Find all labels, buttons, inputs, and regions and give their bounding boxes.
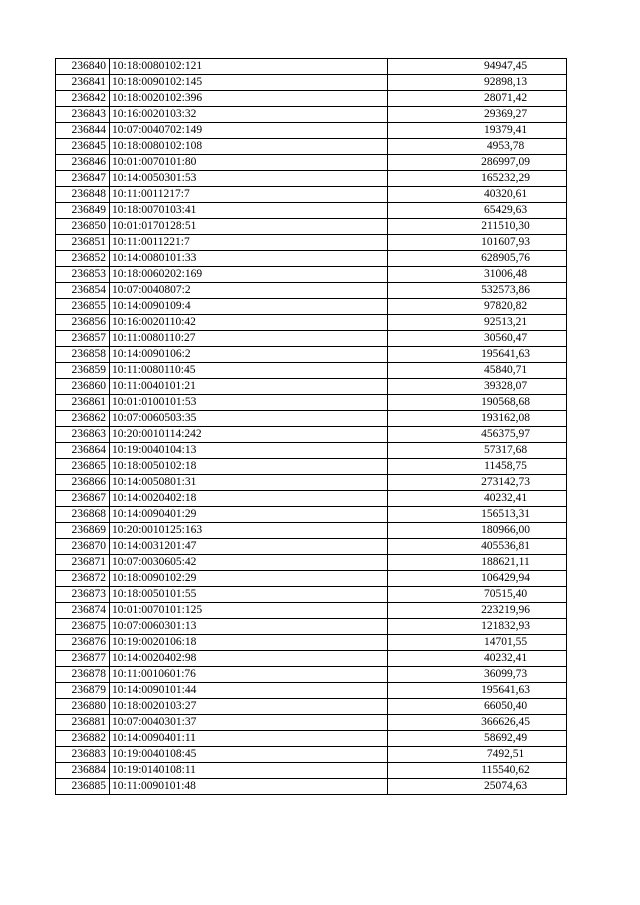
cadastral-number-cell: 10:19:0140108:11 <box>110 763 388 779</box>
table-row <box>56 731 567 747</box>
row-number-cell: 236851 <box>56 235 110 251</box>
cadastral-number-cell: 10:11:0011217:7 <box>110 187 388 203</box>
value-cell: 40320,61 <box>388 187 567 203</box>
cadastral-number-cell: 10:01:0100101:53 <box>110 395 388 411</box>
value-cell: 532573,86 <box>388 283 567 299</box>
table-row <box>56 459 567 475</box>
value-cell: 193162,08 <box>388 411 567 427</box>
row-number-cell: 236867 <box>56 491 110 507</box>
row-number-cell: 236869 <box>56 523 110 539</box>
cadastral-number-cell: 10:07:0030605:42 <box>110 555 388 571</box>
value-cell: 92898,13 <box>388 75 567 91</box>
row-number-cell: 236878 <box>56 667 110 683</box>
value-cell: 195641,63 <box>388 683 567 699</box>
cadastral-number-cell: 10:19:0020106:18 <box>110 635 388 651</box>
cadastral-number-cell: 10:16:0020103:32 <box>110 107 388 123</box>
value-cell: 40232,41 <box>388 651 567 667</box>
table-row <box>56 283 567 299</box>
cadastral-number-cell: 10:14:0090106:2 <box>110 347 388 363</box>
cadastral-number-cell: 10:14:0090109:4 <box>110 299 388 315</box>
table-row <box>56 667 567 683</box>
value-cell: 29369,27 <box>388 107 567 123</box>
row-number-cell: 236871 <box>56 555 110 571</box>
cadastral-number-cell: 10:11:0080110:45 <box>110 363 388 379</box>
row-number-cell: 236870 <box>56 539 110 555</box>
table-row <box>56 91 567 107</box>
table-row <box>56 59 567 75</box>
row-number-cell: 236854 <box>56 283 110 299</box>
table-row <box>56 411 567 427</box>
row-number-cell: 236865 <box>56 459 110 475</box>
table-row <box>56 251 567 267</box>
row-number-cell: 236880 <box>56 699 110 715</box>
table-row <box>56 427 567 443</box>
cadastral-number-cell: 10:18:0020103:27 <box>110 699 388 715</box>
value-cell: 211510,30 <box>388 219 567 235</box>
table-row <box>56 267 567 283</box>
table-row <box>56 779 567 795</box>
table-body <box>56 59 567 795</box>
table-row <box>56 347 567 363</box>
table-row <box>56 475 567 491</box>
cadastral-number-cell: 10:18:0050102:18 <box>110 459 388 475</box>
table-row <box>56 155 567 171</box>
table-row <box>56 571 567 587</box>
value-cell: 273142,73 <box>388 475 567 491</box>
table-row <box>56 235 567 251</box>
table-row <box>56 699 567 715</box>
value-cell: 65429,63 <box>388 203 567 219</box>
value-cell: 195641,63 <box>388 347 567 363</box>
table-row <box>56 123 567 139</box>
row-number-cell: 236885 <box>56 779 110 795</box>
table-row <box>56 763 567 779</box>
row-number-cell: 236842 <box>56 91 110 107</box>
cadastral-number-cell: 10:01:0170128:51 <box>110 219 388 235</box>
row-number-cell: 236860 <box>56 379 110 395</box>
row-number-cell: 236876 <box>56 635 110 651</box>
value-cell: 97820,82 <box>388 299 567 315</box>
row-number-cell: 236866 <box>56 475 110 491</box>
row-number-cell: 236884 <box>56 763 110 779</box>
row-number-cell: 236883 <box>56 747 110 763</box>
value-cell: 58692,49 <box>388 731 567 747</box>
value-cell: 7492,51 <box>388 747 567 763</box>
value-cell: 4953,78 <box>388 139 567 155</box>
value-cell: 66050,40 <box>388 699 567 715</box>
value-cell: 223219,96 <box>388 603 567 619</box>
table-row <box>56 683 567 699</box>
value-cell: 30560,47 <box>388 331 567 347</box>
table-row <box>56 507 567 523</box>
row-number-cell: 236862 <box>56 411 110 427</box>
table-row <box>56 715 567 731</box>
cadastral-number-cell: 10:14:0020402:98 <box>110 651 388 667</box>
cadastral-number-cell: 10:07:0040301:37 <box>110 715 388 731</box>
row-number-cell: 236879 <box>56 683 110 699</box>
cadastral-number-cell: 10:01:0070101:80 <box>110 155 388 171</box>
row-number-cell: 236864 <box>56 443 110 459</box>
table-row <box>56 139 567 155</box>
row-number-cell: 236873 <box>56 587 110 603</box>
cadastral-number-cell: 10:11:0080110:27 <box>110 331 388 347</box>
table-row <box>56 523 567 539</box>
table-row <box>56 219 567 235</box>
cadastral-number-cell: 10:19:0040108:45 <box>110 747 388 763</box>
cadastral-number-cell: 10:14:0090101:44 <box>110 683 388 699</box>
row-number-cell: 236872 <box>56 571 110 587</box>
cadastral-number-cell: 10:14:0050301:53 <box>110 171 388 187</box>
value-cell: 101607,93 <box>388 235 567 251</box>
value-cell: 165232,29 <box>388 171 567 187</box>
table-row <box>56 747 567 763</box>
cadastral-number-cell: 10:18:0090102:29 <box>110 571 388 587</box>
row-number-cell: 236847 <box>56 171 110 187</box>
table-row <box>56 587 567 603</box>
cadastral-number-cell: 10:14:0090401:11 <box>110 731 388 747</box>
table-row <box>56 603 567 619</box>
value-cell: 115540,62 <box>388 763 567 779</box>
table-row <box>56 491 567 507</box>
row-number-cell: 236844 <box>56 123 110 139</box>
cadastral-number-cell: 10:18:0080102:108 <box>110 139 388 155</box>
cadastral-number-cell: 10:07:0060503:35 <box>110 411 388 427</box>
table-row <box>56 443 567 459</box>
value-cell: 190568,68 <box>388 395 567 411</box>
cadastral-number-cell: 10:18:0050101:55 <box>110 587 388 603</box>
row-number-cell: 236848 <box>56 187 110 203</box>
table-row <box>56 315 567 331</box>
value-cell: 14701,55 <box>388 635 567 651</box>
cadastral-number-cell: 10:14:0031201:47 <box>110 539 388 555</box>
value-cell: 19379,41 <box>388 123 567 139</box>
value-cell: 92513,21 <box>388 315 567 331</box>
cadastral-number-cell: 10:07:0060301:13 <box>110 619 388 635</box>
row-number-cell: 236859 <box>56 363 110 379</box>
row-number-cell: 236850 <box>56 219 110 235</box>
value-cell: 366626,45 <box>388 715 567 731</box>
cadastral-number-cell: 10:20:0010114:242 <box>110 427 388 443</box>
cadastral-number-cell: 10:14:0020402:18 <box>110 491 388 507</box>
cadastral-number-cell: 10:18:0020102:396 <box>110 91 388 107</box>
row-number-cell: 236874 <box>56 603 110 619</box>
row-number-cell: 236858 <box>56 347 110 363</box>
cadastral-number-cell: 10:20:0010125:163 <box>110 523 388 539</box>
cadastral-number-cell: 10:14:0050801:31 <box>110 475 388 491</box>
cadastral-number-cell: 10:11:0040101:21 <box>110 379 388 395</box>
table-row <box>56 539 567 555</box>
row-number-cell: 236843 <box>56 107 110 123</box>
row-number-cell: 236863 <box>56 427 110 443</box>
value-cell: 40232,41 <box>388 491 567 507</box>
value-cell: 456375,97 <box>388 427 567 443</box>
value-cell: 25074,63 <box>388 779 567 795</box>
row-number-cell: 236861 <box>56 395 110 411</box>
data-table <box>55 58 567 795</box>
table-row <box>56 299 567 315</box>
cadastral-number-cell: 10:14:0080101:33 <box>110 251 388 267</box>
table-row <box>56 187 567 203</box>
cadastral-number-cell: 10:18:0080102:121 <box>110 59 388 75</box>
row-number-cell: 236849 <box>56 203 110 219</box>
value-cell: 31006,48 <box>388 267 567 283</box>
row-number-cell: 236882 <box>56 731 110 747</box>
value-cell: 94947,45 <box>388 59 567 75</box>
cadastral-number-cell: 10:18:0070103:41 <box>110 203 388 219</box>
table-row <box>56 379 567 395</box>
value-cell: 11458,75 <box>388 459 567 475</box>
cadastral-number-cell: 10:14:0090401:29 <box>110 507 388 523</box>
cadastral-number-cell: 10:19:0040104:13 <box>110 443 388 459</box>
cadastral-number-cell: 10:18:0060202:169 <box>110 267 388 283</box>
table-row <box>56 555 567 571</box>
value-cell: 188621,11 <box>388 555 567 571</box>
value-cell: 180966,00 <box>388 523 567 539</box>
table-row <box>56 171 567 187</box>
value-cell: 286997,09 <box>388 155 567 171</box>
value-cell: 28071,42 <box>388 91 567 107</box>
value-cell: 156513,31 <box>388 507 567 523</box>
table-row <box>56 107 567 123</box>
row-number-cell: 236877 <box>56 651 110 667</box>
value-cell: 405536,81 <box>388 539 567 555</box>
row-number-cell: 236881 <box>56 715 110 731</box>
row-number-cell: 236875 <box>56 619 110 635</box>
cadastral-number-cell: 10:11:0090101:48 <box>110 779 388 795</box>
table-row <box>56 363 567 379</box>
value-cell: 57317,68 <box>388 443 567 459</box>
row-number-cell: 236840 <box>56 59 110 75</box>
value-cell: 36099,73 <box>388 667 567 683</box>
value-cell: 45840,71 <box>388 363 567 379</box>
row-number-cell: 236853 <box>56 267 110 283</box>
cadastral-number-cell: 10:16:0020110:42 <box>110 315 388 331</box>
table-row <box>56 651 567 667</box>
value-cell: 70515,40 <box>388 587 567 603</box>
value-cell: 628905,76 <box>388 251 567 267</box>
value-cell: 106429,94 <box>388 571 567 587</box>
row-number-cell: 236856 <box>56 315 110 331</box>
row-number-cell: 236868 <box>56 507 110 523</box>
value-cell: 39328,07 <box>388 379 567 395</box>
table-row <box>56 331 567 347</box>
cadastral-number-cell: 10:11:0011221:7 <box>110 235 388 251</box>
value-cell: 121832,93 <box>388 619 567 635</box>
table-row <box>56 75 567 91</box>
table-row <box>56 619 567 635</box>
cadastral-number-cell: 10:07:0040807:2 <box>110 283 388 299</box>
row-number-cell: 236857 <box>56 331 110 347</box>
row-number-cell: 236841 <box>56 75 110 91</box>
row-number-cell: 236846 <box>56 155 110 171</box>
row-number-cell: 236855 <box>56 299 110 315</box>
table-row <box>56 635 567 651</box>
row-number-cell: 236852 <box>56 251 110 267</box>
cadastral-number-cell: 10:07:0040702:149 <box>110 123 388 139</box>
cadastral-number-cell: 10:01:0070101:125 <box>110 603 388 619</box>
table-row <box>56 203 567 219</box>
row-number-cell: 236845 <box>56 139 110 155</box>
table-row <box>56 395 567 411</box>
cadastral-number-cell: 10:18:0090102:145 <box>110 75 388 91</box>
cadastral-number-cell: 10:11:0010601:76 <box>110 667 388 683</box>
